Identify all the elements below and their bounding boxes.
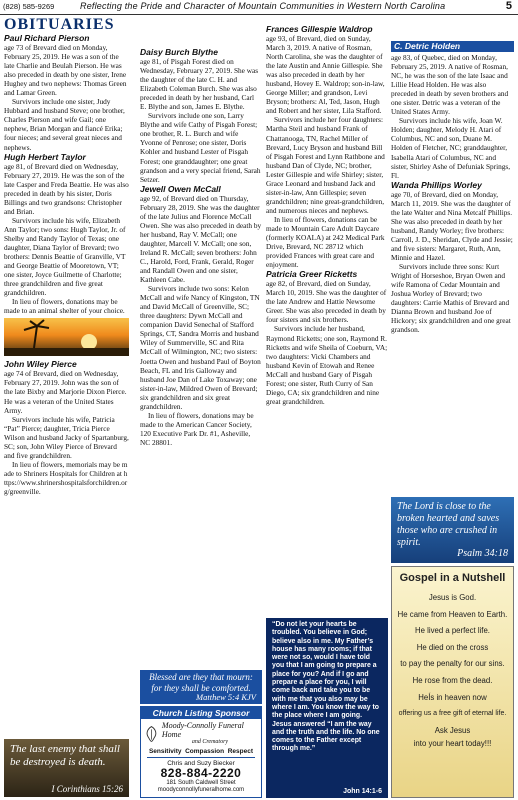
obituary-paragraph: Survivors include three sons: Kurt Wright of Horseshoe, Bryan Owen and wife Ramona of Cedar Mountain and Joshua Worley of Brevard; two daughters: Carrie Mathis of Brevard and Dianna Brown and husband Joe of Hickory; six grandchildren and one great grandson.: [391, 262, 511, 335]
gospel-line: Ask Jesus: [434, 725, 471, 735]
gospel-lines: [392, 590, 513, 749]
column-2: [140, 47, 262, 447]
scripture-reference: John 14:1-6: [343, 788, 382, 795]
obituary: [140, 47, 262, 184]
obituary: [391, 180, 514, 335]
gospel-line: HeÍs in heaven now: [418, 692, 487, 702]
sponsor-ad: [140, 706, 262, 798]
gospel-line: into your heart today!!!: [413, 739, 492, 749]
verse-box: [391, 497, 514, 563]
sponsor-website: moodyconnollyfuneralhome.com: [157, 787, 245, 793]
obituary: [140, 184, 262, 447]
obituary-paragraph: Survivors include one sister, Judy Hubbard and husband Steve; one brother, Charles Pierson and wife Gail; one nephew, Brian Morgan and fiancé Erika; four nieces; and several great nieces and nephews.: [4, 97, 125, 152]
obituary-paragraph: Survivors include two sons: Kelon McCall and wife Nancy of Kingston, TN and David McCall of Greenville, SC; three daughters: Dywn McCall and companion David Senechal of Stafford Springs, CT, Sandra Morris and husband Wiley of Summerville, SC and Rita McCall of Wilmington, NC; two sisters: Joetta Owen and husband Paul of Boyton Beach, FL and Iris Galloway and husband Joe Dan of Lake Toxaway; one sister-in-law, Mildred Owen of Brevard; six grandchildren and six great grandchildren.: [140, 284, 261, 411]
header-phone: (828) 585-9269: [3, 2, 55, 11]
scripture-text: “Do not let your hearts be troubled. You believe in God; believe also in me. My Father’s house has many rooms; if that were not so, would I have told you that I am going to prepare a place for you? And if I go and prepare a place for you, I will come back and take you to be with me that you also may be where I am. You know the way to the place where I am going. Jesus answered “I am the way and the truth and the life. No one comes to the Father except through me.”: [272, 621, 380, 753]
obituary-paragraph: age 74 of Brevard, died on Wednesday, February 27, 2019. John was the son of the late Bixby and Marjorie Dixon Pierce. He was a veteran of the United States Army.: [4, 369, 127, 415]
verse-reference: Psalm 34:18: [457, 548, 508, 559]
obituary-paragraph: Survivors include his wife, Patricia “Pat” Pierce; daughter, Tricia Pierce Wilson and husband Jacky of Spartanburg, SC; son, John Wiley Pierce of Brevard and five grandchildren.: [4, 414, 129, 460]
obituary-paragraph: age 82, of Brevard, died on Sunday, March 10, 2019. She was the daughter of the late Andrew and Hattie Newsome Greer. She was also preceded in death by four sisters and six brothers.: [266, 279, 387, 325]
funeral-home-name: Moody-Connolly Funeral Home: [161, 721, 244, 739]
gospel-line: He died on the cross: [416, 642, 489, 652]
verse-reference: I Corinthians 15:26: [51, 784, 123, 794]
obituary: [4, 152, 129, 316]
obituary-name: Wanda Phillips Worley: [391, 179, 482, 190]
scripture-box: [266, 618, 388, 798]
obituary-paragraph: In lieu of flowers, donations can be made to Mountain Care Adult Daycare (formerly KOALA) at 242 Medical Park Drive, Brevard, NC 28712 which provided Frances with great care and enjoyment.: [266, 214, 385, 270]
column-1: [4, 16, 129, 496]
column-3: [266, 24, 388, 406]
obituary-paragraph: Survivors include her husband, Raymond Ricketts; one son, Raymond R. Ricketts and wife Sheila of Coeburn, VA; two daughters: Vicki Chambers and husband Kevin of Etowah and Renee McCall and husband Gary of Pisgah Forest; one sister, Ruth Curry of San Diego, CA; six grandchildren and nine great grandchildren.: [266, 324, 388, 406]
verse-box: [140, 670, 262, 704]
verse-text: The last enemy that shall be destroyed is death.: [10, 743, 120, 768]
sponsor-phone: 828-884-2220: [160, 766, 242, 780]
obituary-name: John Wiley Pierce: [4, 359, 77, 370]
obituary: [266, 24, 388, 269]
gospel-line: He rose from the dead.: [412, 675, 493, 685]
obituary-paragraph: Survivors include his wife, Elizabeth Ann Taylor; two sons: Hugh Taylor, Jr. of Shelby and Randy Taylor of Texas; one daughter, Diana Taylor of Brevard; two brothers: Dennis Beattie of Granville, VT and George Beattie of Mooretown, VT; one sister, Joyce Guilmette of Charlotte; three grandchildren and five great grandchildren.: [4, 215, 126, 298]
gospel-line: to pay the penalty for our sins.: [400, 659, 505, 669]
sponsor-owners: Chris and Suzy Biecker: [167, 760, 235, 767]
obituary-paragraph: age 70, of Brevard, died on Monday, March 11, 2019. She was the daughter of the late Walter and Nina Metcalf Phillips. She was also preceded in death by her husband, Randy Worley; five brothers: Carroll, J. D., Sheridan, Clyde and Jessie; and five sisters: Margaret, Ruth, Ann, Minnie and Hazel.: [391, 189, 513, 262]
obituary-paragraph: Survivors include his wife, Joan W. Holden; daughter, Melody H. Atari of Columbus, NC and son, Duane M. Holden of Fletcher, NC; granddaughter, Isabella Atari of Columbus, NC and sister, Shirley Ashe of Defuniak Springs, Fl.: [391, 116, 511, 180]
obituary-name: Paul Richard Pierson: [4, 33, 90, 43]
obituary-name: Frances Gillespie Waldrop: [266, 24, 373, 34]
obituary-name: Hugh Herbert Taylor: [4, 151, 86, 162]
sponsor-address: 181 South Caldwell Street: [166, 780, 236, 786]
gospel-line: offering us a free gift of eternal life.: [398, 710, 507, 718]
column-4: [391, 53, 514, 334]
sponsor-bar: Church Listing Sponsor: [141, 707, 261, 719]
obituary-paragraph: age 93, of Brevard, died on Sunday, March 3, 2019. A native of Rosman, North Carolina, she was the daughter of the late Austin and Annie Gillespie. She was also preceded in death by her husband, Hovey E. Waldrop; son-in-law, George Miller; and grandson, Levi Bryson; brothers: Al, Ted, Jason, Hugh and Robert and her sister, Lila Stafford.: [266, 34, 385, 116]
funeral-home-logo-icon: [144, 725, 159, 743]
obituary-name: C. Detric Holden: [394, 41, 461, 51]
column-4-heading: [391, 41, 514, 52]
obituary-paragraph: age 83, of Quebec, died on Monday, February 25, 2019. A native of Rosman, NC, he was the son of the late Isaac and Lillie Head Holden. He was also preceded in death by seven brothers and one sister. Detric was a veteran of the United States Army.: [391, 53, 509, 117]
verse-text: Blessed are they that mourn: for they shall be comforted.: [149, 672, 253, 693]
header-tagline: Reflecting the Pride and Character of Mountain Communities in Western North Carolina: [80, 1, 446, 11]
gospel-line: He lived a perfect life.: [415, 626, 490, 636]
page-number: 5: [505, 0, 512, 12]
obituary-paragraph: age 92, of Brevard died on Thursday, February 28, 2019. She was the daughter of the late Julius and Florence McCall Owen. She was also preceded in death by her husband, Ray V. McCall; one daughter, Marcell V. McCall; one son, Ireland R. McCall; seven brothers: John C., Harold, Ford, Frank, Gerald, Roger and Randall Owen and one sister, Kathleen Cabe.: [140, 193, 262, 285]
obituary: [391, 53, 514, 180]
palm-silhouette-icon: [4, 318, 129, 356]
obituary-name: Jewell Owen McCall: [140, 183, 221, 194]
section-title: OBITUARIES: [4, 16, 115, 33]
verse-reference: Matthew 5:4 KJV: [196, 692, 256, 702]
obituary-name: Daisy Burch Blythe: [140, 47, 218, 57]
obituary: [266, 269, 388, 406]
obituary-paragraph: age 81, of Brevard died on Wednesday, February 27, 2019. He was the son of the late Casper and Freda Beattie. He was also preceded in death by his sister, Doris Billings and two grandsons: Christopher and Brian.: [4, 161, 129, 216]
obituary: [4, 359, 129, 496]
obituary-paragraph: age 73 of Brevard died on Monday, February 25, 2019. He was a son of the late Charlie and Beulah Pierson. He was also preceded in death by one sister, Irene Hughey and two nephews: Thomas Green and Lamar Green.: [4, 43, 127, 98]
obituary-paragraph: age 81, of Pisgah Forest died on Wednesday, February 27, 2019. She was the daughter of the late C. H. and Elizabeth Coleman Burch. She was also preceded in death by her husband, Carl E. Blythe and son, James E. Blythe.: [140, 57, 259, 112]
obituary-paragraph: In lieu of flowers, donations may be made to an animal shelter of your choice.: [4, 297, 125, 316]
funeral-home-crematory: and Crematory: [191, 739, 229, 745]
verse-box: [4, 739, 129, 797]
sponsor-values: Sensitivity Compassion Respect: [148, 748, 254, 755]
obituary-name: Patricia Greer Ricketts: [266, 269, 358, 280]
obituary-paragraph: In lieu of flowers, donations may be made to the American Cancer Society, 120 Executive Park Dr. #1, Asheville, NC 28801.: [140, 410, 254, 447]
page-header: [0, 0, 518, 15]
obituary: [4, 33, 129, 152]
verse-text: The Lord is close to the broken hearted and saves those who are crushed in spirit.: [397, 501, 500, 548]
obituary-paragraph: Survivors include one son, Larry Blythe and wife Cathy of Pisgah Forest; one brother, R. L. Burch and wife Yvonne of Penrose; one sister, Doris Kohler and husband Lester of Pisgah Forest; one granddaughter; one great grandson and a very special friend, Sarah Setzer.: [140, 111, 261, 184]
gospel-box: [391, 566, 514, 798]
gospel-line: He came from Heaven to Earth.: [397, 609, 508, 619]
obituary-paragraph: Survivors include her four daughters: Martha Steil and husband Frank of Chattanooga, TN, Rachel Miller of Brevard, Lucy Bryson and husband Bill of Pisgah Forest and Lynn Rathbone and husband Dan of Clyde, NC; brother, Lester Gillespie and wife Shirley; sister, Grace Leonard and husband Jack and sister-in-law, Ann Gillespie; seven grandchildren; nine great-grandchildren, and numerous nieces and nephews.: [266, 115, 385, 215]
gospel-line: Jesus is God.: [428, 593, 477, 602]
gospel-title: Gospel in a Nutshell: [399, 572, 506, 584]
sunset-image: [4, 318, 129, 356]
obituary-paragraph: In lieu of flowers, memorials may be made to Shriners Hospitals for Children at https://www.shrinershospitalsforchildren.org/greenville.: [4, 459, 128, 496]
